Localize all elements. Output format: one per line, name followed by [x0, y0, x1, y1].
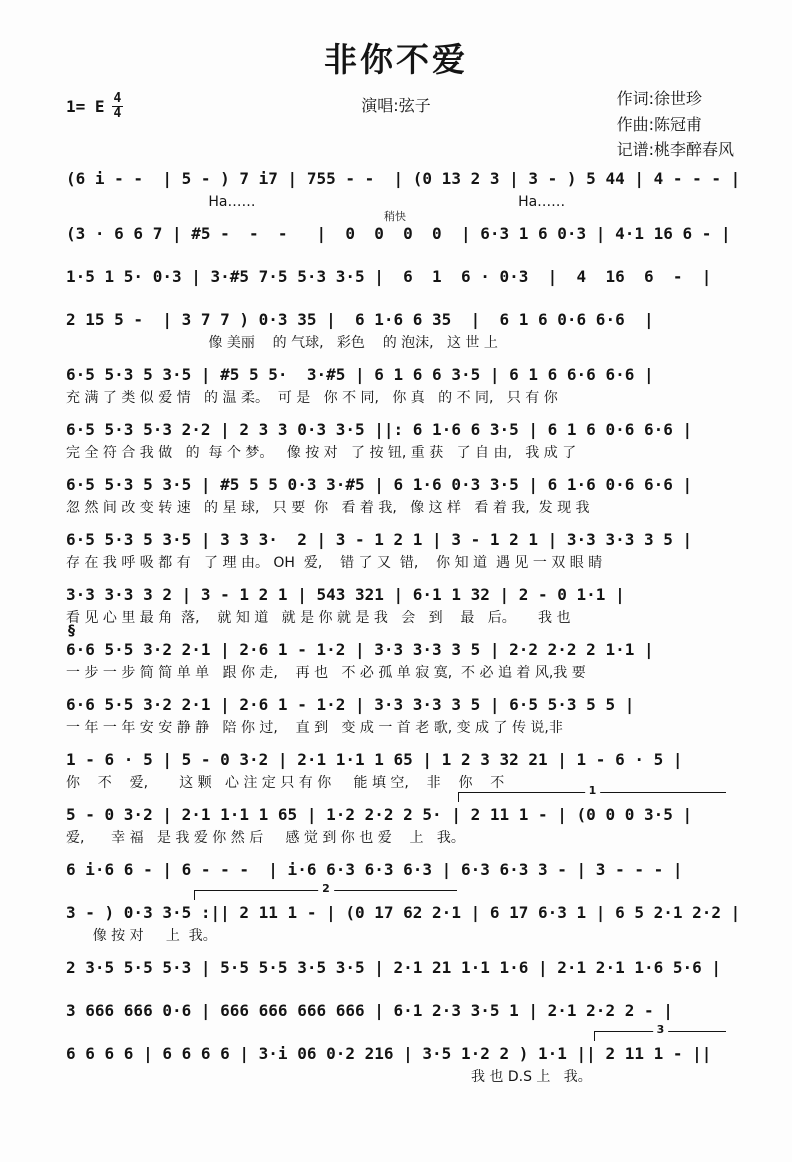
music-system-17 [66, 998, 726, 1024]
lyrics-line: 一 步 一 步 简 简 单 单 跟 你 走, 再 也 不 必 孤 单 寂 寞, 不 必 追 着 风,我 要 [66, 665, 586, 681]
music-system-4 [66, 307, 726, 353]
song-title: 非你不爱 [324, 40, 468, 79]
music-system-5 [66, 362, 726, 408]
performer-credit: 演唱:弦子 [361, 96, 431, 115]
credits-block [617, 86, 734, 163]
composer-credit: 作曲:陈冠甫 [616, 114, 702, 134]
notation-line: 6 6 6 6 | 6 6 6 6 | 3·i 06 0·2 216 | 3·5 1·2 2 ) 1·1 || 2 11 1 - || [66, 1044, 712, 1063]
score-body [66, 166, 741, 1087]
notation-line: 6 i·6 6 - | 6 - - - | i·6 6·3 6·3 6·3 | 6·3 6·3 3 - | 3 - - - | [66, 860, 683, 879]
lyrics-line: 我 也 D.S 上 我。 [66, 1069, 592, 1085]
lyrics-line: 一 年 一 年 安 安 静 静 陪 你 过, 直 到 变 成 一 首 老 歌, 变 成 了 传 说,非 [66, 720, 563, 736]
music-system-15 [66, 882, 741, 946]
notation-line: 6·6 5·5 3·2 2·1 | 2·6 1 - 1·2 | 3·3 3·3 3 5 | 6·5 5·3 5 5 | [66, 695, 635, 714]
music-system-1 [66, 166, 741, 212]
notation-line: 2 15 5 - | 3 7 7 ) 0·3 35 | 6 1·6 6 35 | 6 1 6 0·6 6·6 | [66, 310, 654, 329]
first-ending-bracket [458, 784, 726, 802]
notation-line: 6·5 5·3 5 3·5 | #5 5 5· 3·#5 | 6 1 6 6 3·5 | 6 1 6 6·6 6·6 | [66, 365, 654, 384]
lyrics-line: 完 全 符 合 我 做 的 每 个 梦。 像 按 对 了 按 钮, 重 获 了 自 由, 我 成 了 [66, 445, 577, 461]
key-signature [66, 92, 123, 120]
music-system-10 [66, 623, 726, 683]
music-system-12 [66, 747, 726, 793]
notation-line: 6·5 5·3 5 3·5 | #5 5 5 0·3 3·#5 | 6 1·6 0·3 3·5 | 6 1·6 0·6 6·6 | [66, 475, 693, 494]
time-signature [112, 92, 124, 120]
music-system-13 [66, 784, 726, 848]
music-system-8 [66, 527, 726, 573]
lyrics-line: 爱, 幸 福 是 我 爱 你 然 后 感 觉 到 你 也 爱 上 我。 [66, 830, 465, 846]
key-label: 1= E [66, 96, 105, 116]
notation-line: 6·5 5·3 5 3·5 | 3 3 3· 2 | 3 - 1 2 1 | 3 - 1 2 1 | 3·3 3·3 3 5 | [66, 530, 693, 549]
notation-line: 6·6 5·5 3·2 2·1 | 2·6 1 - 1·2 | 3·3 3·3 3 5 | 2·2 2·2 2 1·1 | [66, 640, 654, 659]
lyrics-line: 充 满 了 类 似 爱 情 的 温 柔。 可 是 你 不 同, 你 真 的 不 同, 只 有 你 [66, 390, 558, 406]
notation-line: 1·5 1 5· 0·3 | 3·#5 7·5 5·3 3·5 | 6 1 6 · 0·3 | 4 16 6 - | [66, 267, 712, 286]
sheet-header [66, 34, 734, 166]
third-ending-bracket [594, 1023, 726, 1041]
notation-line: (3 · 6 6 7 | #5 - - - | 0 0 0 0 | 6·3 1 6 0·3 | 4·1 16 6 - | [66, 224, 731, 243]
notation-line: 3·3 3·3 3 2 | 3 - 1 2 1 | 543 321 | 6·1 1 32 | 2 - 0 1·1 | [66, 585, 625, 604]
lyricist-credit: 作词:徐世珍 [616, 89, 702, 108]
music-system-18 [66, 1023, 726, 1087]
music-system-2 [66, 210, 731, 247]
first-ending-label: 1 [585, 785, 601, 796]
lyrics-line: 像 美丽 的 气球, 彩色 的 泡沫, 这 世 上 [66, 335, 498, 351]
music-system-9 [66, 582, 726, 628]
notation-line: 5 - 0 3·2 | 2·1 1·1 1 65 | 1·2 2·2 2 5· | 2 11 1 - | (0 0 0 3·5 | [66, 805, 693, 824]
notation-line: 3 666 666 0·6 | 666 666 666 666 | 6·1 2·3 3·5 1 | 2·1 2·2 2 - | [66, 1001, 673, 1020]
tempo-mark: 稍快 [384, 210, 406, 223]
lyrics-line: 忽 然 间 改 变 转 速 的 星 球, 只 要 你 看 着 我, 像 这 样 看 着 我, 发 现 我 [66, 500, 590, 516]
notation-line: 6·5 5·3 5·3 2·2 | 2 3 3 0·3 3·5 ||: 6 1·6 6 3·5 | 6 1 6 0·6 6·6 | [66, 420, 693, 439]
second-ending-label: 2 [318, 883, 334, 894]
notation-line: 2 3·5 5·5 5·3 | 5·5 5·5 3·5 3·5 | 2·1 21 1·1 1·6 | 2·1 2·1 1·6 5·6 | [66, 958, 722, 977]
notator-credit: 记谱:桃李醉春风 [616, 140, 734, 160]
music-system-11 [66, 692, 726, 738]
music-system-3 [66, 264, 726, 290]
second-ending-bracket [194, 882, 457, 900]
lyrics-line: 存 在 我 呼 吸 都 有 了 理 由。 OH 爱, 错 了 又 错, 你 知 道 遇 见 一 双 眼 睛 [66, 555, 603, 571]
lyrics-line: 你 不 爱, 这 颗 心 注 定 只 有 你 能 填 空, 非 你 不 [66, 775, 505, 791]
time-signature-denominator: 4 [113, 105, 122, 121]
music-system-7 [66, 472, 726, 518]
music-system-14 [66, 857, 726, 883]
music-system-16 [66, 955, 726, 981]
lyrics-line: 看 见 心 里 最 角 落, 就 知 道 就 是 你 就 是 我 会 到 最 后。 我 也 [66, 610, 571, 626]
notation-line: 1 - 6 · 5 | 5 - 0 3·2 | 2·1 1·1 1 65 | 1 2 3 32 21 | 1 - 6 · 5 | [66, 750, 683, 769]
lyrics-line: Ha…… Ha…… [66, 194, 566, 210]
notation-line: (6 i - - | 5 - ) 7 i7 | 755 - - | (0 13 2 3 | 3 - ) 5 44 | 4 - - - | [66, 169, 741, 188]
time-signature-numerator: 4 [113, 91, 122, 106]
segno-icon: § [68, 623, 75, 639]
music-system-6 [66, 417, 726, 463]
third-ending-label: 3 [653, 1024, 669, 1035]
notation-line: 3 - ) 0·3 3·5 :|| 2 11 1 - | (0 17 62 2·1 | 6 17 6·3 1 | 6 5 2·1 2·2 | [66, 903, 741, 922]
lyrics-line: 像 按 对 上 我。 [66, 928, 217, 944]
